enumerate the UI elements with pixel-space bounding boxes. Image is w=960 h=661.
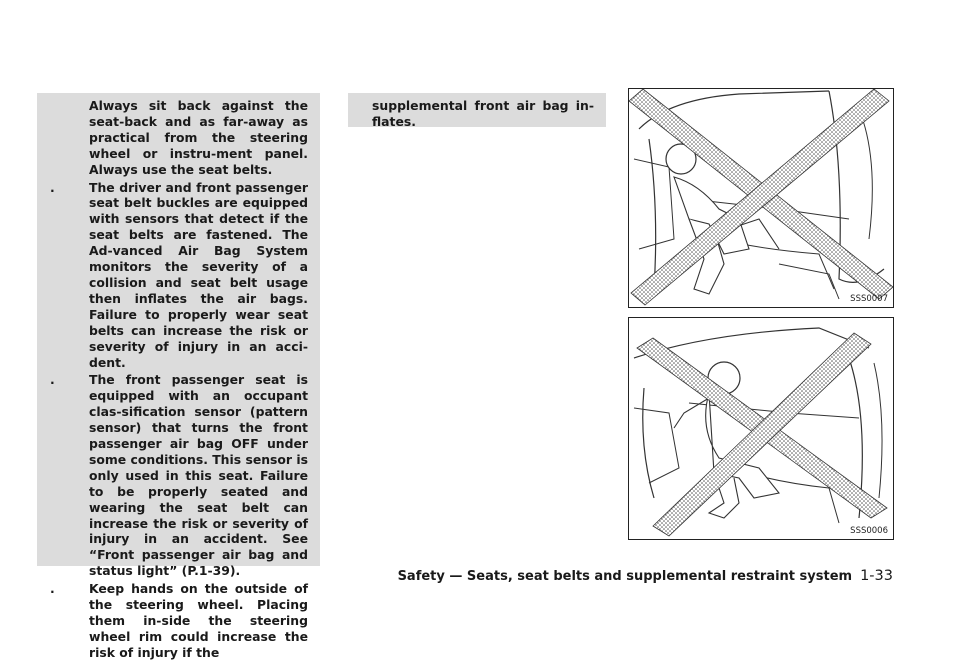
warning-continuation-text: supplemental front air bag in-flates. [372,98,594,129]
figure-code: SSS0007 [850,294,888,304]
bullet-text: The front passenger seat is equipped with an occupant clas-sification sensor (pattern sensor) that turns the front passenger air bag OFF under some conditions. This sensor is only used in this seat. Failure to be properly seated and wearing the seat belt can increase the risk or severity of injury in an accident. See “Front passenger air bag and status light” (P.1-39). [89,372,308,579]
figure-code: SSS0006 [850,526,888,536]
bullet-marker: . [50,179,55,195]
bullet-marker: . [50,372,55,388]
bullet-marker: . [50,581,55,597]
warning-intro-text: Always sit back against the seat-back and as far-away as practical from the steering wheel or instru-ment panel. Always use the seat belts. [89,98,308,177]
warning-bullet-hands-on-wheel [50,581,308,661]
warning-box-left [37,93,320,660]
bullet-text: Keep hands on the outside of the steering wheel. Placing them in-side the steering wheel rim could increase the risk of injury if the [89,581,308,660]
warning-bullet-seat-belt-sensors [50,180,308,371]
section-title: Safety — Seats, seat belts and supplemental restraint system [397,569,853,584]
illustration-child-close-to-dashboard [628,88,894,308]
crossed-out-illustration-2 [629,318,893,539]
crossed-out-illustration-1 [629,89,893,307]
illustration-child-leaning-forward [628,317,894,540]
warning-box-continued [348,93,606,127]
page-footer [398,568,893,584]
bullet-text: The driver and front passenger seat belt buckles are equipped with sensors that detect if the seat belts are fastened. The Ad-vanced Air Bag System monitors the severity of a collision and seat belt usage then inflates the air bags. Failure to properly wear seat belts can increase the risk or severity of injury in an acci-dent. [89,179,308,370]
warning-bullet-occupant-sensor [50,372,308,579]
page-number: 1-33 [860,568,893,584]
